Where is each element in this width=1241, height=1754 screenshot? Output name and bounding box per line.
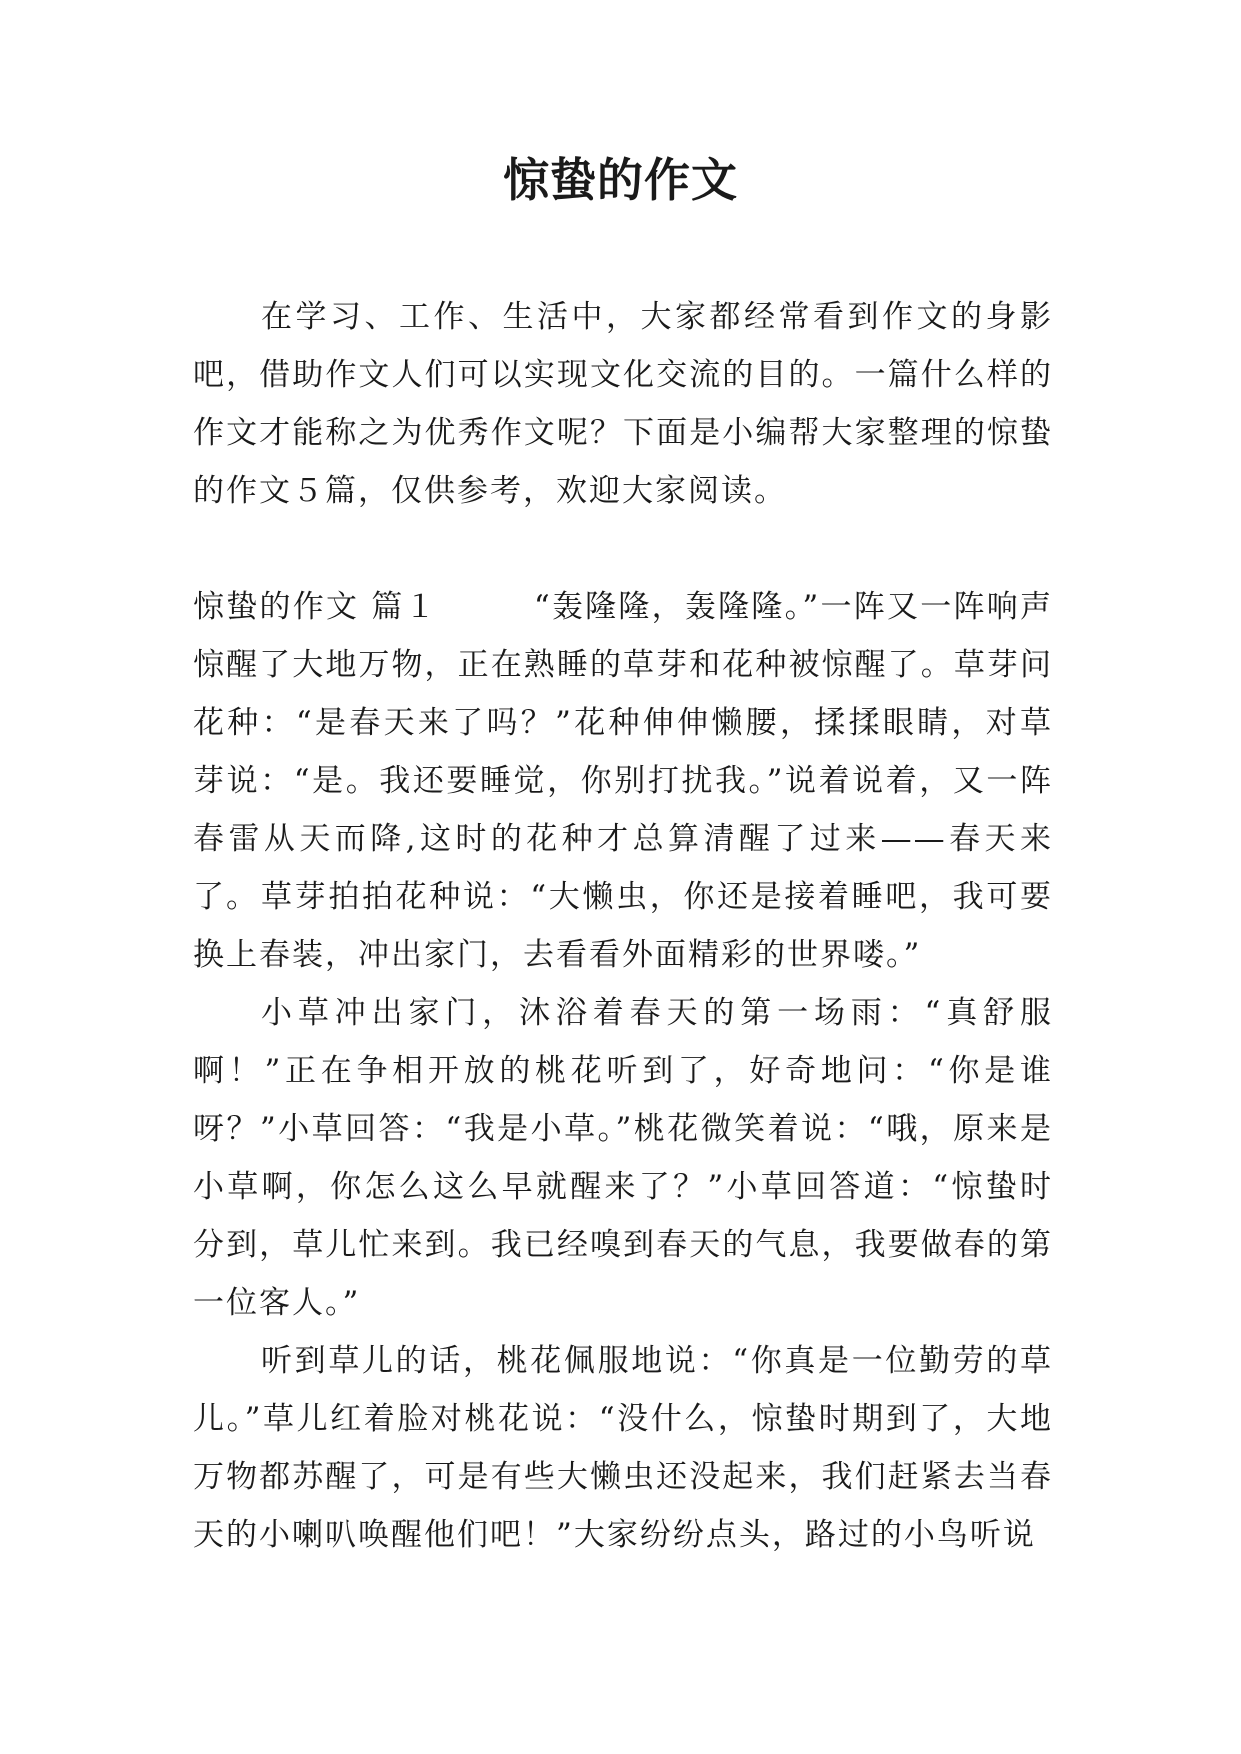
intro-paragraph: 在学习、工作、生活中，大家都经常看到作文的身影吧，借助作文人们可以实现文化交流的目的。一篇什么样的作文才能称之为优秀作文呢？下面是小编帮大家整理的惊蛰的作文５篇，仅供参考，欢迎大家阅读。 [193, 299, 1053, 509]
essay-paragraph-2: 草芽拍拍花种说：“大懒虫，你还是接着睡吧，我可要换上春装，冲出家门，去看看外面精彩的世界喽。” [193, 879, 1053, 973]
essay-paragraph-4: 听到草儿的话，桃花佩服地说：“你真是一位勤劳的草儿。”草儿红着脸对桃花说：“没什么，惊蛰时期到了，大地万物都苏醒了，可是有些大懒虫还没起来，我们赶紧去当春天的小喇叭唤醒他们吧！”大家纷纷点头，路过的小鸟听说 [193, 1343, 1053, 1553]
section-heading: 惊蛰的作文 篇１ [193, 589, 438, 625]
paragraph-text: “轰隆隆，轰隆隆。”一阵又一阵响声惊醒了大地万物，正在熟睡的草芽和花种被惊醒了。草芽问花种：“是春天来了吗？”花种伸伸懒腰，揉揉眼睛，对草芽说：“是。我还要睡觉，你别打扰我。”说着说着，又一阵春雷从天而降,这时的花种才总算清醒了过来——春天来了。 [193, 589, 1053, 915]
document-title: 惊蛰的作文 [503, 153, 738, 207]
essay-paragraph-3: 小草冲出家门，沐浴着春天的第一场雨：“真舒服啊！”正在争相开放的桃花听到了，好奇地问：“你是谁呀？”小草回答：“我是小草。”桃花微笑着说：“哦，原来是小草啊，你怎么这么早就醒来了？”小草回答道：“惊蛰时分到，草儿忙来到。我已经嗅到春天的气息，我要做春的第一位客人。” [193, 995, 1053, 1321]
